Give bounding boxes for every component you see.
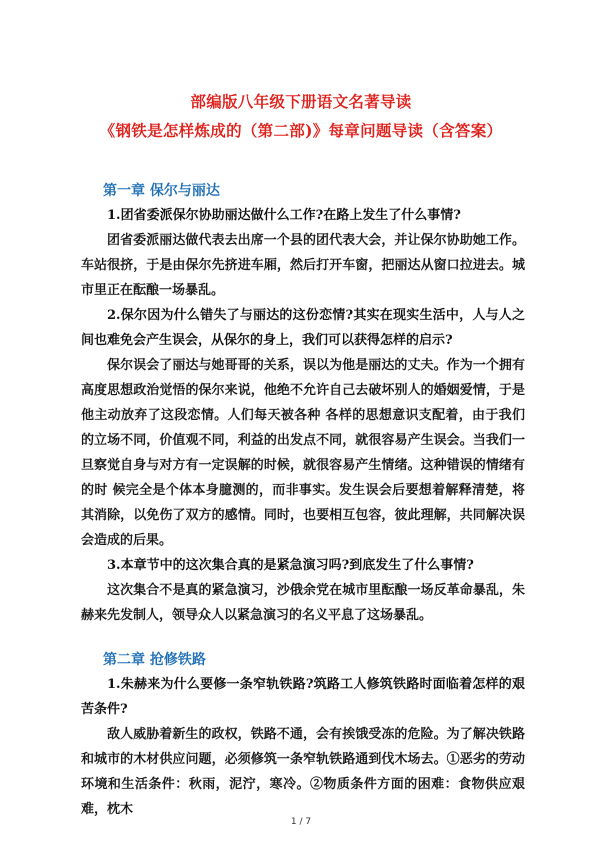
chapter-2-heading: 第二章 抢修铁路 <box>103 652 206 668</box>
chapter-1-answer-3: 这次集合不是真的紧急演习，沙俄余党在城市里酝酿一场反革命暴乱，朱赫来先发制人，领导众人以紧急演习的名义平息了这场暴乱。 <box>81 583 525 623</box>
chapter-1-content <box>81 203 525 628</box>
chapter-2-content <box>81 672 525 822</box>
document-subtitle: 《钢铁是怎样炼成的（第二部)》每章问题导读（含答案） <box>99 121 503 140</box>
document-title: 部编版八年级下册语文名著导读 <box>190 92 412 111</box>
chapter-1-question-2: 2.保尔因为什么错失了与丽达的这份恋情?其实在现实生活中，人与人之间也难免会产生误会，从保尔的身上，我们可以获得怎样的启示? <box>81 308 525 348</box>
chapter-2-answer-1: 敌人威胁着新生的政权，铁路不通，会有挨饿受冻的危险。为了解决铁路和城市的木材供应问题，必须修筑一条窄轨铁路通到伐木场去。①恶劣的劳动环境和生活条件：秋雨，泥泞，寒冷。②物质条件方面的困难：食物供应艰难，枕木 <box>81 727 525 817</box>
page-number: 1 / 7 <box>290 817 312 827</box>
chapter-1-answer-1: 团省委派丽达做代表去出席一个县的团代表大会，并让保尔协助她工作。车站很挤，于是由保尔先挤进车厢，然后打开车窗，把丽达从窗口拉进去。城市里正在酝酿一场暴乱。 <box>81 233 525 298</box>
chapter-1-heading: 第一章 保尔与丽达 <box>103 183 220 199</box>
chapter-1-question-1: 1.团省委派保尔协助丽达做什么工作?在路上发生了什么事情? <box>107 208 461 223</box>
chapter-1-answer-2: 保尔误会了丽达与她哥哥的关系，误以为他是丽达的丈夫。作为一个拥有高度思想政治觉悟的保尔来说，他绝不允许自己去破坏别人的婚姻爱情，于是他主动放弃了这段恋情。人们每天被各种 各样的思想意识支配着，由于我们的立场不同，价值观不同，利益的出发点不同，就很容易产生误会。当我们一旦察觉自身与对方有一定误解的时候，就很容易产生情绪。这种错误的情绪有的时 候完全是个体本身臆测的，而非事实。发生误会后要想着解释清楚，将其消除，以免伤了双方的感情。同时，也要相互包容，彼此理解，共同解决误会造成的后果。 <box>81 358 525 548</box>
chapter-1-question-3: 3.本章节中的这次集合真的是紧急演习吗?到底发生了什么事情? <box>107 558 474 573</box>
chapter-2-question-1: 1.朱赫来为什么要修一条窄轨铁路?筑路工人修筑铁路时面临着怎样的艰苦条件? <box>81 677 525 717</box>
